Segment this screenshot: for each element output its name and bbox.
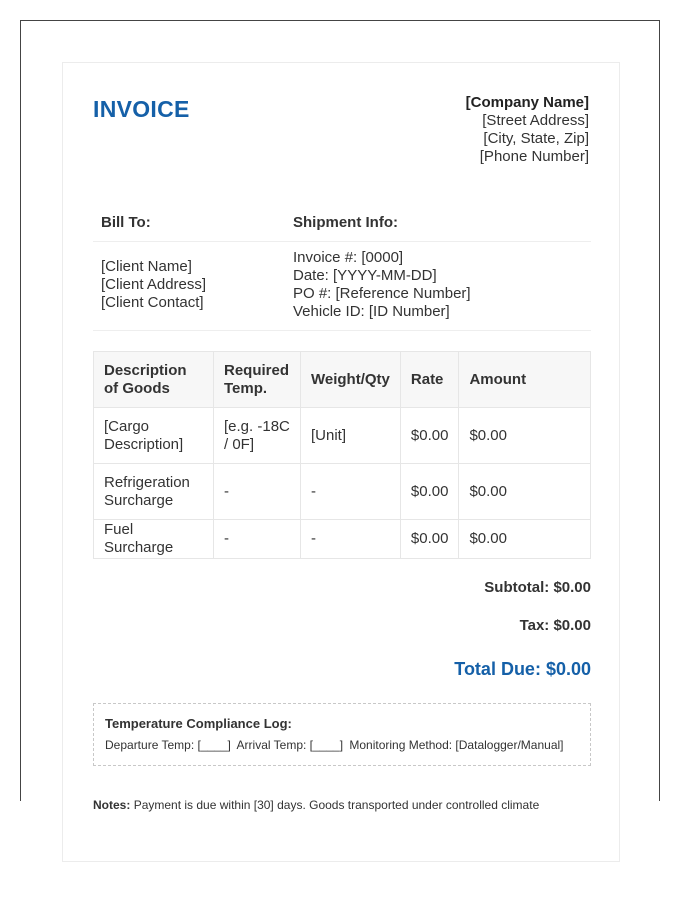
shipment-details [285, 242, 591, 331]
invoice-page [62, 62, 620, 862]
client-address: [Client Address] [101, 276, 207, 293]
line-items-header-row [94, 352, 591, 408]
cell-weight-qty: - [301, 520, 401, 559]
cell-weight-qty: [Unit] [301, 408, 401, 464]
cell-amount: $0.00 [459, 520, 591, 559]
cell-rate: $0.00 [400, 464, 459, 520]
compliance-title: Temperature Compliance Log: [105, 716, 292, 731]
invoice-number: Invoice #: [0000] [293, 249, 404, 266]
header-rate: Rate [400, 352, 459, 408]
header-weight-qty: Weight/Qty [301, 352, 401, 408]
cell-description: Refrigeration Surcharge [94, 464, 214, 520]
billing-shipment-table [93, 203, 591, 331]
cell-amount: $0.00 [459, 464, 591, 520]
client-contact: [Client Contact] [101, 294, 204, 311]
invoice-title: INVOICE [93, 96, 190, 122]
header-amount: Amount [459, 352, 591, 408]
company-info [466, 94, 589, 166]
notes-text: Payment is due within [30] days. Goods transported under controlled climate [133, 798, 540, 812]
tax: Tax: $0.00 [519, 617, 591, 634]
notes-label: Notes: [93, 798, 131, 812]
bill-to-heading: Bill To: [93, 203, 285, 242]
document-viewport [20, 20, 660, 812]
po-number: PO #: [Reference Number] [293, 285, 471, 302]
table-row [94, 464, 591, 520]
cell-amount: $0.00 [459, 408, 591, 464]
shipment-info-heading: Shipment Info: [285, 203, 591, 242]
cell-rate: $0.00 [400, 520, 459, 559]
cell-required-temp: - [214, 464, 301, 520]
table-row [94, 408, 591, 464]
cell-description: [Cargo Description] [94, 408, 214, 464]
monitoring-method: Monitoring Method: [Datalogger/Manual] [349, 738, 564, 752]
compliance-fields [105, 738, 579, 752]
temperature-compliance-log [93, 703, 591, 766]
bill-to-details [93, 242, 285, 331]
cell-weight-qty: - [301, 464, 401, 520]
table-row [94, 520, 591, 559]
total-due: Total Due: $0.00 [454, 659, 591, 679]
subtotal: Subtotal: $0.00 [484, 579, 591, 596]
company-name: [Company Name] [465, 94, 589, 111]
notes [93, 797, 591, 813]
company-city: [City, State, Zip] [483, 130, 589, 147]
client-name: [Client Name] [101, 258, 192, 275]
cell-required-temp: [e.g. -18C / 0F] [214, 408, 301, 464]
invoice-header [93, 63, 589, 203]
company-street: [Street Address] [482, 112, 589, 129]
cell-rate: $0.00 [400, 408, 459, 464]
header-description: Description of Goods [94, 352, 214, 408]
cell-description: Fuel Surcharge [94, 520, 214, 559]
totals-section [93, 579, 591, 680]
invoice-date: Date: [YYYY-MM-DD] [293, 267, 437, 284]
company-phone: [Phone Number] [479, 148, 589, 165]
cell-required-temp: - [214, 520, 301, 559]
header-required-temp: Required Temp. [214, 352, 301, 408]
departure-temp: Departure Temp: [____] [105, 738, 231, 752]
arrival-temp: Arrival Temp: [____] [236, 738, 344, 752]
vehicle-id: Vehicle ID: [ID Number] [293, 303, 450, 320]
line-items-table [93, 351, 591, 559]
